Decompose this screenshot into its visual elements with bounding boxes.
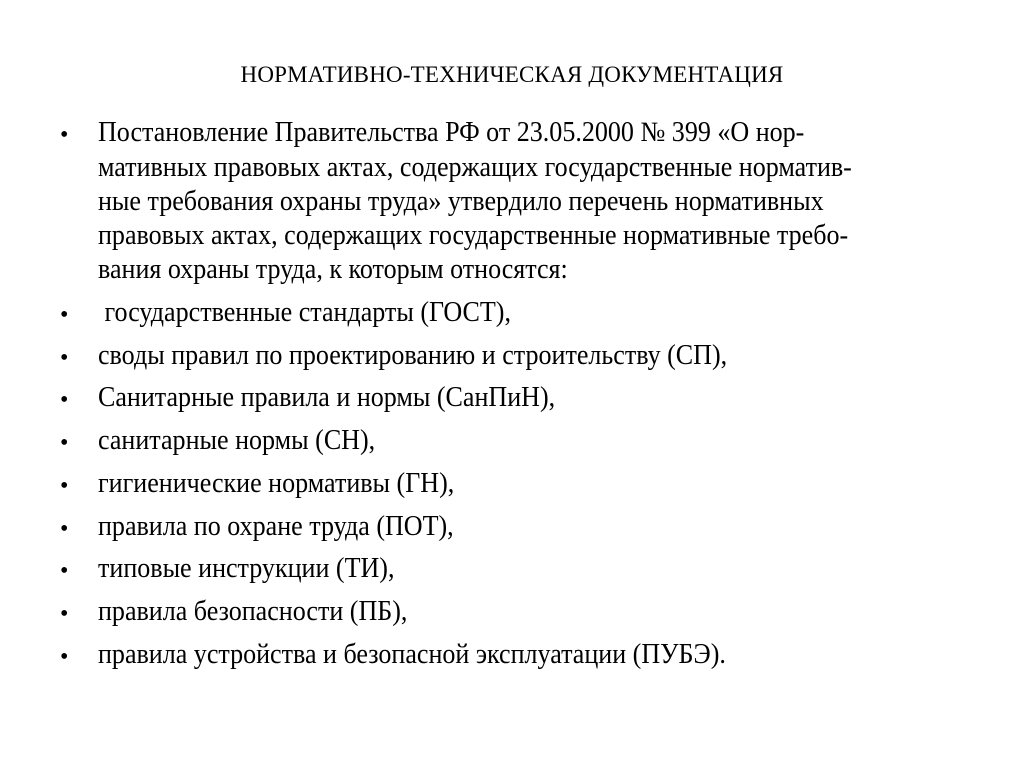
list-item: своды правил по проектированию и строительству (СП), <box>98 339 728 371</box>
bullet: • <box>60 430 69 457</box>
list-item: правила по охране труда (ПОТ), <box>98 510 454 542</box>
bullet: • <box>60 302 69 328</box>
bullet: • <box>60 122 69 148</box>
list-item: типовые инструкции (ТИ), <box>98 553 395 585</box>
bullet: • <box>60 472 69 499</box>
bullet: • <box>60 515 69 542</box>
list-item: гигиенические нормативы (ГН), <box>98 467 455 499</box>
page-title: НОРМАТИВНО-ТЕХНИЧЕСКАЯ ДОКУМЕНТАЦИЯ <box>240 62 784 87</box>
paragraph-line: правовых актах, содержащих государственные нормативные требо- <box>98 220 849 251</box>
paragraph-line: ные требования охраны труда» утвердило перечень нормативных <box>98 186 824 217</box>
list-item: санитарные нормы (СН), <box>98 425 376 457</box>
list-item: Санитарные правила и нормы (СанПиН), <box>98 382 556 414</box>
bullet: • <box>60 600 69 627</box>
bullet: • <box>60 558 69 585</box>
bullet: • <box>60 387 69 414</box>
paragraph-line: мативных правовых актах, содержащих государственные норматив- <box>98 152 852 183</box>
bullet: • <box>60 643 69 670</box>
list-item: правила безопасности (ПБ), <box>98 595 408 627</box>
paragraph-line: вания охраны труда, к которым относятся: <box>98 254 568 285</box>
list-item: правила устройства и безопасной эксплуатации (ПУБЭ). <box>98 638 726 670</box>
bullet: • <box>60 344 69 371</box>
list-item: государственные стандарты (ГОСТ), <box>98 297 511 328</box>
paragraph-line: Постановление Правительства РФ от 23.05.2000 № 399 «О нор- <box>98 117 805 148</box>
